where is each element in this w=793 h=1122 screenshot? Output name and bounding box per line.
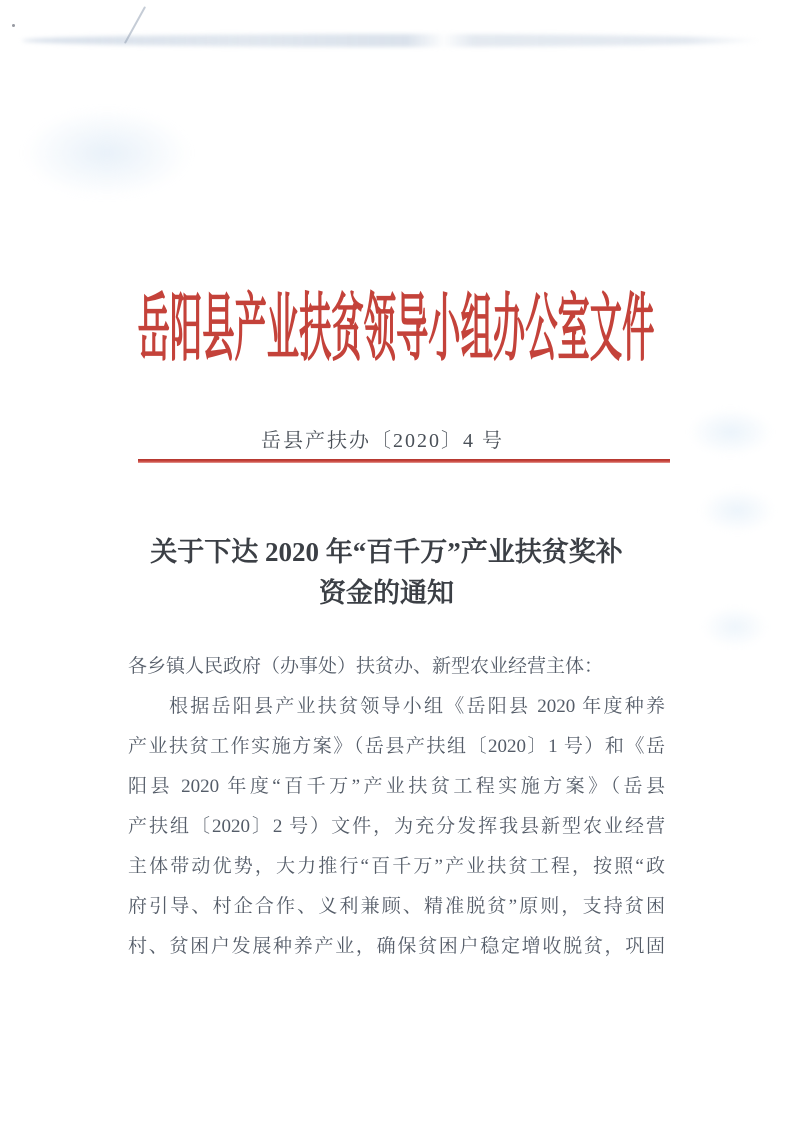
body-line: 阳县 2020 年度“百千万”产业扶贫工程实施方案》（岳县: [128, 776, 665, 797]
scan-artifact-smudge: [22, 34, 762, 47]
scan-artifact-stain: [702, 606, 768, 648]
document-number: 岳县产扶办〔2020〕4 号: [261, 430, 504, 452]
letterhead-org-title: 岳阳县产业扶贫领导小组办公室文件: [138, 288, 655, 371]
document-title-line1: 关于下达 2020 年“百千万”产业扶贫奖补: [150, 537, 623, 567]
red-separator-line: [138, 459, 670, 463]
document-title: [118, 532, 655, 614]
body-line: 根据岳阳县产业扶贫领导小组《岳阳县 2020 年度种养: [169, 696, 665, 717]
document-title-line2: 资金的通知: [319, 578, 454, 608]
body-line: 产业扶贫工作实施方案》（岳县产扶组〔2020〕1 号）和《岳: [128, 736, 665, 757]
scan-artifact-stain: [700, 488, 775, 533]
scan-artifact-speck: [12, 24, 15, 27]
document-body: [128, 647, 665, 967]
scan-artifact-stain: [22, 108, 192, 198]
body-line: 村、贫困户发展种养产业，确保贫困户稳定增收脱贫，巩固: [128, 936, 665, 957]
letterhead: [0, 288, 793, 371]
body-line: 府引导、村企合作、义利兼顾、精准脱贫”原则，支持贫困: [128, 896, 665, 917]
body-line: 主体带动优势，大力推行“百千万”产业扶贫工程，按照“政: [128, 856, 665, 877]
salutation-line: 各乡镇人民政府（办事处）扶贫办、新型农业经营主体：: [128, 656, 604, 677]
body-line: 产扶组〔2020〕2 号）文件，为充分发挥我县新型农业经营: [128, 816, 665, 837]
